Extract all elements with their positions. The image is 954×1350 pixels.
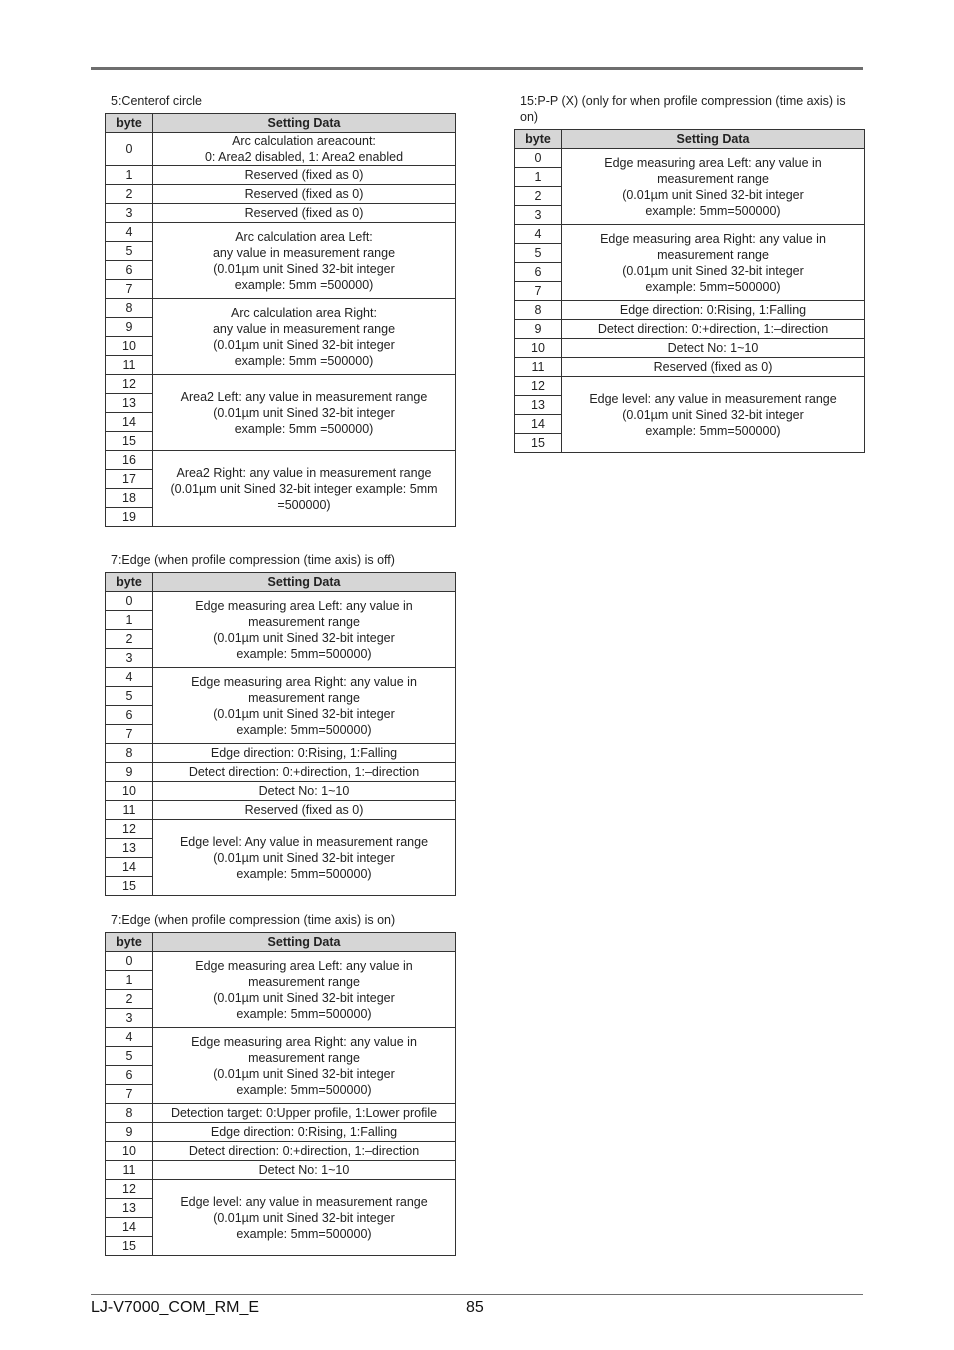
setting-line: (0.01µm unit Sined 32-bit integer	[622, 263, 804, 278]
setting-line: example: 5mm =500000)	[234, 277, 374, 292]
byte-cell: 2	[106, 990, 153, 1009]
setting-line: Arc calculation area Right:	[231, 305, 377, 320]
setting-line: example: 5mm=500000)	[236, 866, 372, 881]
setting-cell	[562, 149, 865, 225]
setting-cell	[153, 375, 456, 451]
table-body	[106, 592, 456, 896]
setting-line: Detect No: 1~10	[258, 784, 350, 798]
setting-line: measurement range	[248, 690, 360, 705]
setting-line: example: 5mm =500000)	[234, 353, 374, 368]
setting-line: =500000)	[277, 497, 331, 512]
byte-cell: 4	[106, 1028, 153, 1047]
header-rule	[91, 67, 863, 70]
setting-line: Edge measuring area Right: any value in	[191, 1034, 417, 1049]
byte-cell: 11	[106, 356, 153, 375]
setting-line: measurement range	[657, 247, 769, 262]
byte-cell: 5	[106, 1047, 153, 1066]
byte-cell: 1	[106, 611, 153, 630]
setting-column-header: Setting Data	[562, 130, 865, 149]
setting-line: measurement range	[248, 974, 360, 989]
setting-line: Edge level: any value in measurement range	[180, 1194, 428, 1209]
setting-line: Area2 Right: any value in measurement range	[176, 465, 432, 480]
setting-line: measurement range	[248, 1050, 360, 1065]
setting-line: example: 5mm=500000)	[645, 279, 781, 294]
setting-cell	[153, 744, 456, 763]
setting-cell	[562, 225, 865, 301]
byte-cell: 13	[106, 839, 153, 858]
setting-cell	[153, 592, 456, 668]
spec-table-edge-compression-off	[105, 572, 456, 896]
setting-line: Detect direction: 0:+direction, 1:–direction	[188, 765, 420, 779]
table-row	[515, 225, 865, 244]
byte-cell: 14	[515, 415, 562, 434]
byte-cell: 8	[515, 301, 562, 320]
setting-line: Edge direction: 0:Rising, 1:Falling	[210, 1125, 398, 1139]
byte-cell: 2	[106, 630, 153, 649]
byte-cell: 5	[515, 244, 562, 263]
setting-cell	[562, 358, 865, 377]
byte-cell: 19	[106, 508, 153, 527]
table-row	[106, 133, 456, 166]
table-row	[106, 1180, 456, 1199]
byte-cell: 4	[106, 223, 153, 242]
table-body	[106, 133, 456, 527]
table-row	[515, 377, 865, 396]
setting-line: Detect No: 1~10	[667, 341, 759, 355]
setting-line: (0.01µm unit Sined 32-bit integer	[622, 187, 804, 202]
setting-line: Arc calculation areacount:	[232, 134, 376, 148]
table-row	[106, 1104, 456, 1123]
setting-line: Detection target: 0:Upper profile, 1:Lower profile	[170, 1106, 438, 1120]
setting-line: Reserved (fixed as 0)	[244, 187, 364, 201]
setting-line: Reserved (fixed as 0)	[653, 360, 773, 374]
byte-cell: 1	[106, 971, 153, 990]
setting-column-header: Setting Data	[153, 933, 456, 952]
table-row	[106, 166, 456, 185]
setting-line: Detect No: 1~10	[258, 1163, 350, 1177]
byte-cell: 7	[515, 282, 562, 301]
setting-cell	[153, 166, 456, 185]
table-caption: 7:Edge (when profile compression (time axis) is off)	[111, 553, 395, 567]
table-row	[106, 204, 456, 223]
table-row	[106, 299, 456, 318]
setting-column-header: Setting Data	[153, 573, 456, 592]
byte-cell: 3	[106, 1009, 153, 1028]
document-id: LJ-V7000_COM_RM_E	[91, 1299, 260, 1316]
table-row	[515, 149, 865, 168]
table-row	[515, 358, 865, 377]
byte-cell: 2	[515, 187, 562, 206]
byte-cell: 14	[106, 413, 153, 432]
table-caption: 5:Centerof circle	[111, 94, 203, 108]
table-row	[106, 451, 456, 470]
setting-cell	[153, 952, 456, 1028]
setting-line: example: 5mm=500000)	[236, 1006, 372, 1021]
table-caption: 15:P-P (X) (only for when profile compression (time axis) is on)	[520, 94, 846, 124]
byte-column-header: byte	[106, 573, 153, 592]
byte-cell: 17	[106, 470, 153, 489]
setting-cell	[153, 1161, 456, 1180]
byte-cell: 1	[515, 168, 562, 187]
byte-cell: 9	[106, 1123, 153, 1142]
table-row	[106, 185, 456, 204]
setting-cell	[153, 133, 456, 166]
setting-cell	[153, 223, 456, 299]
byte-cell: 3	[106, 204, 153, 223]
byte-cell: 12	[106, 1180, 153, 1199]
setting-line: (0.01µm unit Sined 32-bit integer	[213, 261, 395, 276]
setting-line: (0.01µm unit Sined 32-bit integer example: 5mm	[170, 481, 438, 496]
setting-line: (0.01µm unit Sined 32-bit integer	[213, 337, 395, 352]
byte-cell: 0	[106, 133, 153, 166]
setting-line: Edge measuring area Right: any value in	[600, 231, 826, 246]
page-number: 85	[466, 1299, 484, 1316]
table-row	[515, 320, 865, 339]
setting-line: example: 5mm=500000)	[645, 423, 781, 438]
setting-line: (0.01µm unit Sined 32-bit integer	[213, 405, 395, 420]
byte-column-header: byte	[515, 130, 562, 149]
byte-cell: 18	[106, 489, 153, 508]
setting-line: (0.01µm unit Sined 32-bit integer	[213, 630, 395, 645]
table-row	[106, 223, 456, 242]
table-row	[106, 1161, 456, 1180]
byte-cell: 12	[106, 375, 153, 394]
byte-cell: 0	[106, 592, 153, 611]
byte-cell: 14	[106, 1218, 153, 1237]
byte-column-header: byte	[106, 933, 153, 952]
byte-cell: 1	[106, 166, 153, 185]
byte-cell: 2	[106, 185, 153, 204]
byte-cell: 14	[106, 858, 153, 877]
table-row	[106, 744, 456, 763]
table-row	[515, 301, 865, 320]
byte-cell: 6	[106, 706, 153, 725]
byte-cell: 15	[106, 432, 153, 451]
byte-cell: 3	[515, 206, 562, 225]
setting-cell	[153, 1104, 456, 1123]
byte-cell: 10	[106, 1142, 153, 1161]
setting-cell	[562, 339, 865, 358]
setting-line: Detect direction: 0:+direction, 1:–direction	[188, 1144, 420, 1158]
setting-line: example: 5mm=500000)	[236, 1226, 372, 1241]
setting-cell	[153, 1028, 456, 1104]
table-caption: 7:Edge (when profile compression (time axis) is on)	[111, 913, 396, 927]
byte-cell: 7	[106, 725, 153, 744]
setting-line: Reserved (fixed as 0)	[244, 168, 364, 182]
byte-column-header: byte	[106, 114, 153, 133]
setting-line: 0: Area2 disabled, 1: Area2 enabled	[204, 150, 404, 164]
setting-cell	[153, 1180, 456, 1256]
byte-cell: 5	[106, 687, 153, 706]
byte-cell: 8	[106, 744, 153, 763]
setting-line: (0.01µm unit Sined 32-bit integer	[213, 850, 395, 865]
byte-cell: 9	[515, 320, 562, 339]
setting-line: Detect direction: 0:+direction, 1:–direction	[597, 322, 829, 336]
byte-cell: 0	[515, 149, 562, 168]
table-row	[106, 375, 456, 394]
setting-line: example: 5mm =500000)	[234, 421, 374, 436]
setting-line: (0.01µm unit Sined 32-bit integer	[213, 706, 395, 721]
setting-line: example: 5mm=500000)	[645, 203, 781, 218]
byte-cell: 10	[515, 339, 562, 358]
table-row	[106, 1142, 456, 1161]
setting-line: (0.01µm unit Sined 32-bit integer	[213, 1066, 395, 1081]
byte-cell: 11	[106, 801, 153, 820]
setting-cell	[562, 320, 865, 339]
setting-line: Edge measuring area Left: any value in	[195, 958, 413, 973]
setting-cell	[153, 1142, 456, 1161]
setting-line: measurement range	[657, 171, 769, 186]
byte-cell: 12	[106, 820, 153, 839]
setting-cell	[562, 301, 865, 320]
setting-line: Arc calculation area Left:	[235, 229, 373, 244]
byte-cell: 7	[106, 280, 153, 299]
byte-cell: 6	[515, 263, 562, 282]
setting-cell	[562, 377, 865, 453]
byte-cell: 5	[106, 242, 153, 261]
table-row	[106, 820, 456, 839]
byte-cell: 11	[515, 358, 562, 377]
spec-table-center-of-circle	[105, 113, 456, 527]
setting-column-header: Setting Data	[153, 114, 456, 133]
setting-cell	[153, 801, 456, 820]
setting-line: Reserved (fixed as 0)	[244, 803, 364, 817]
byte-cell: 15	[106, 877, 153, 896]
byte-cell: 8	[106, 299, 153, 318]
setting-cell	[153, 451, 456, 527]
table-body	[515, 149, 865, 453]
table-row	[106, 1028, 456, 1047]
setting-line: measurement range	[248, 614, 360, 629]
byte-cell: 6	[106, 261, 153, 280]
spec-table-edge-compression-on	[105, 932, 456, 1256]
setting-line: Edge measuring area Left: any value in	[195, 598, 413, 613]
setting-line: Edge direction: 0:Rising, 1:Falling	[619, 303, 807, 317]
setting-line: Edge measuring area Left: any value in	[604, 155, 822, 170]
setting-line: (0.01µm unit Sined 32-bit integer	[213, 1210, 395, 1225]
setting-line: (0.01µm unit Sined 32-bit integer	[213, 990, 395, 1005]
byte-cell: 13	[106, 1199, 153, 1218]
table-row	[106, 782, 456, 801]
setting-cell	[153, 204, 456, 223]
setting-cell	[153, 763, 456, 782]
setting-line: example: 5mm=500000)	[236, 646, 372, 661]
table-row	[106, 668, 456, 687]
byte-cell: 4	[106, 668, 153, 687]
byte-cell: 15	[515, 434, 562, 453]
table-row	[106, 1123, 456, 1142]
byte-cell: 4	[515, 225, 562, 244]
setting-line: Area2 Left: any value in measurement range	[180, 389, 428, 404]
byte-cell: 10	[106, 782, 153, 801]
setting-line: Edge measuring area Right: any value in	[191, 674, 417, 689]
table-row	[106, 763, 456, 782]
byte-cell: 0	[106, 952, 153, 971]
byte-cell: 12	[515, 377, 562, 396]
setting-line: (0.01µm unit Sined 32-bit integer	[622, 407, 804, 422]
setting-line: Edge direction: 0:Rising, 1:Falling	[210, 746, 398, 760]
byte-cell: 6	[106, 1066, 153, 1085]
setting-line: example: 5mm=500000)	[236, 722, 372, 737]
table-row	[515, 339, 865, 358]
setting-cell	[153, 185, 456, 204]
spec-table-pp-x	[514, 129, 865, 453]
byte-cell: 13	[106, 394, 153, 413]
setting-cell	[153, 782, 456, 801]
byte-cell: 7	[106, 1085, 153, 1104]
byte-cell: 10	[106, 337, 153, 356]
setting-cell	[153, 820, 456, 896]
setting-cell	[153, 299, 456, 375]
byte-cell: 11	[106, 1161, 153, 1180]
byte-cell: 9	[106, 318, 153, 337]
byte-cell: 13	[515, 396, 562, 415]
setting-line: example: 5mm=500000)	[236, 1082, 372, 1097]
setting-line: any value in measurement range	[212, 321, 396, 336]
footer-rule	[91, 1294, 863, 1295]
byte-cell: 15	[106, 1237, 153, 1256]
table-body	[106, 952, 456, 1256]
byte-cell: 3	[106, 649, 153, 668]
setting-line: Reserved (fixed as 0)	[244, 206, 364, 220]
table-row	[106, 801, 456, 820]
setting-line: Edge level: any value in measurement range	[589, 391, 837, 406]
setting-cell	[153, 1123, 456, 1142]
byte-cell: 16	[106, 451, 153, 470]
table-row	[106, 952, 456, 971]
setting-line: Edge level: Any value in measurement range	[179, 834, 429, 849]
setting-line: any value in measurement range	[212, 245, 396, 260]
setting-cell	[153, 668, 456, 744]
byte-cell: 8	[106, 1104, 153, 1123]
table-row	[106, 592, 456, 611]
byte-cell: 9	[106, 763, 153, 782]
